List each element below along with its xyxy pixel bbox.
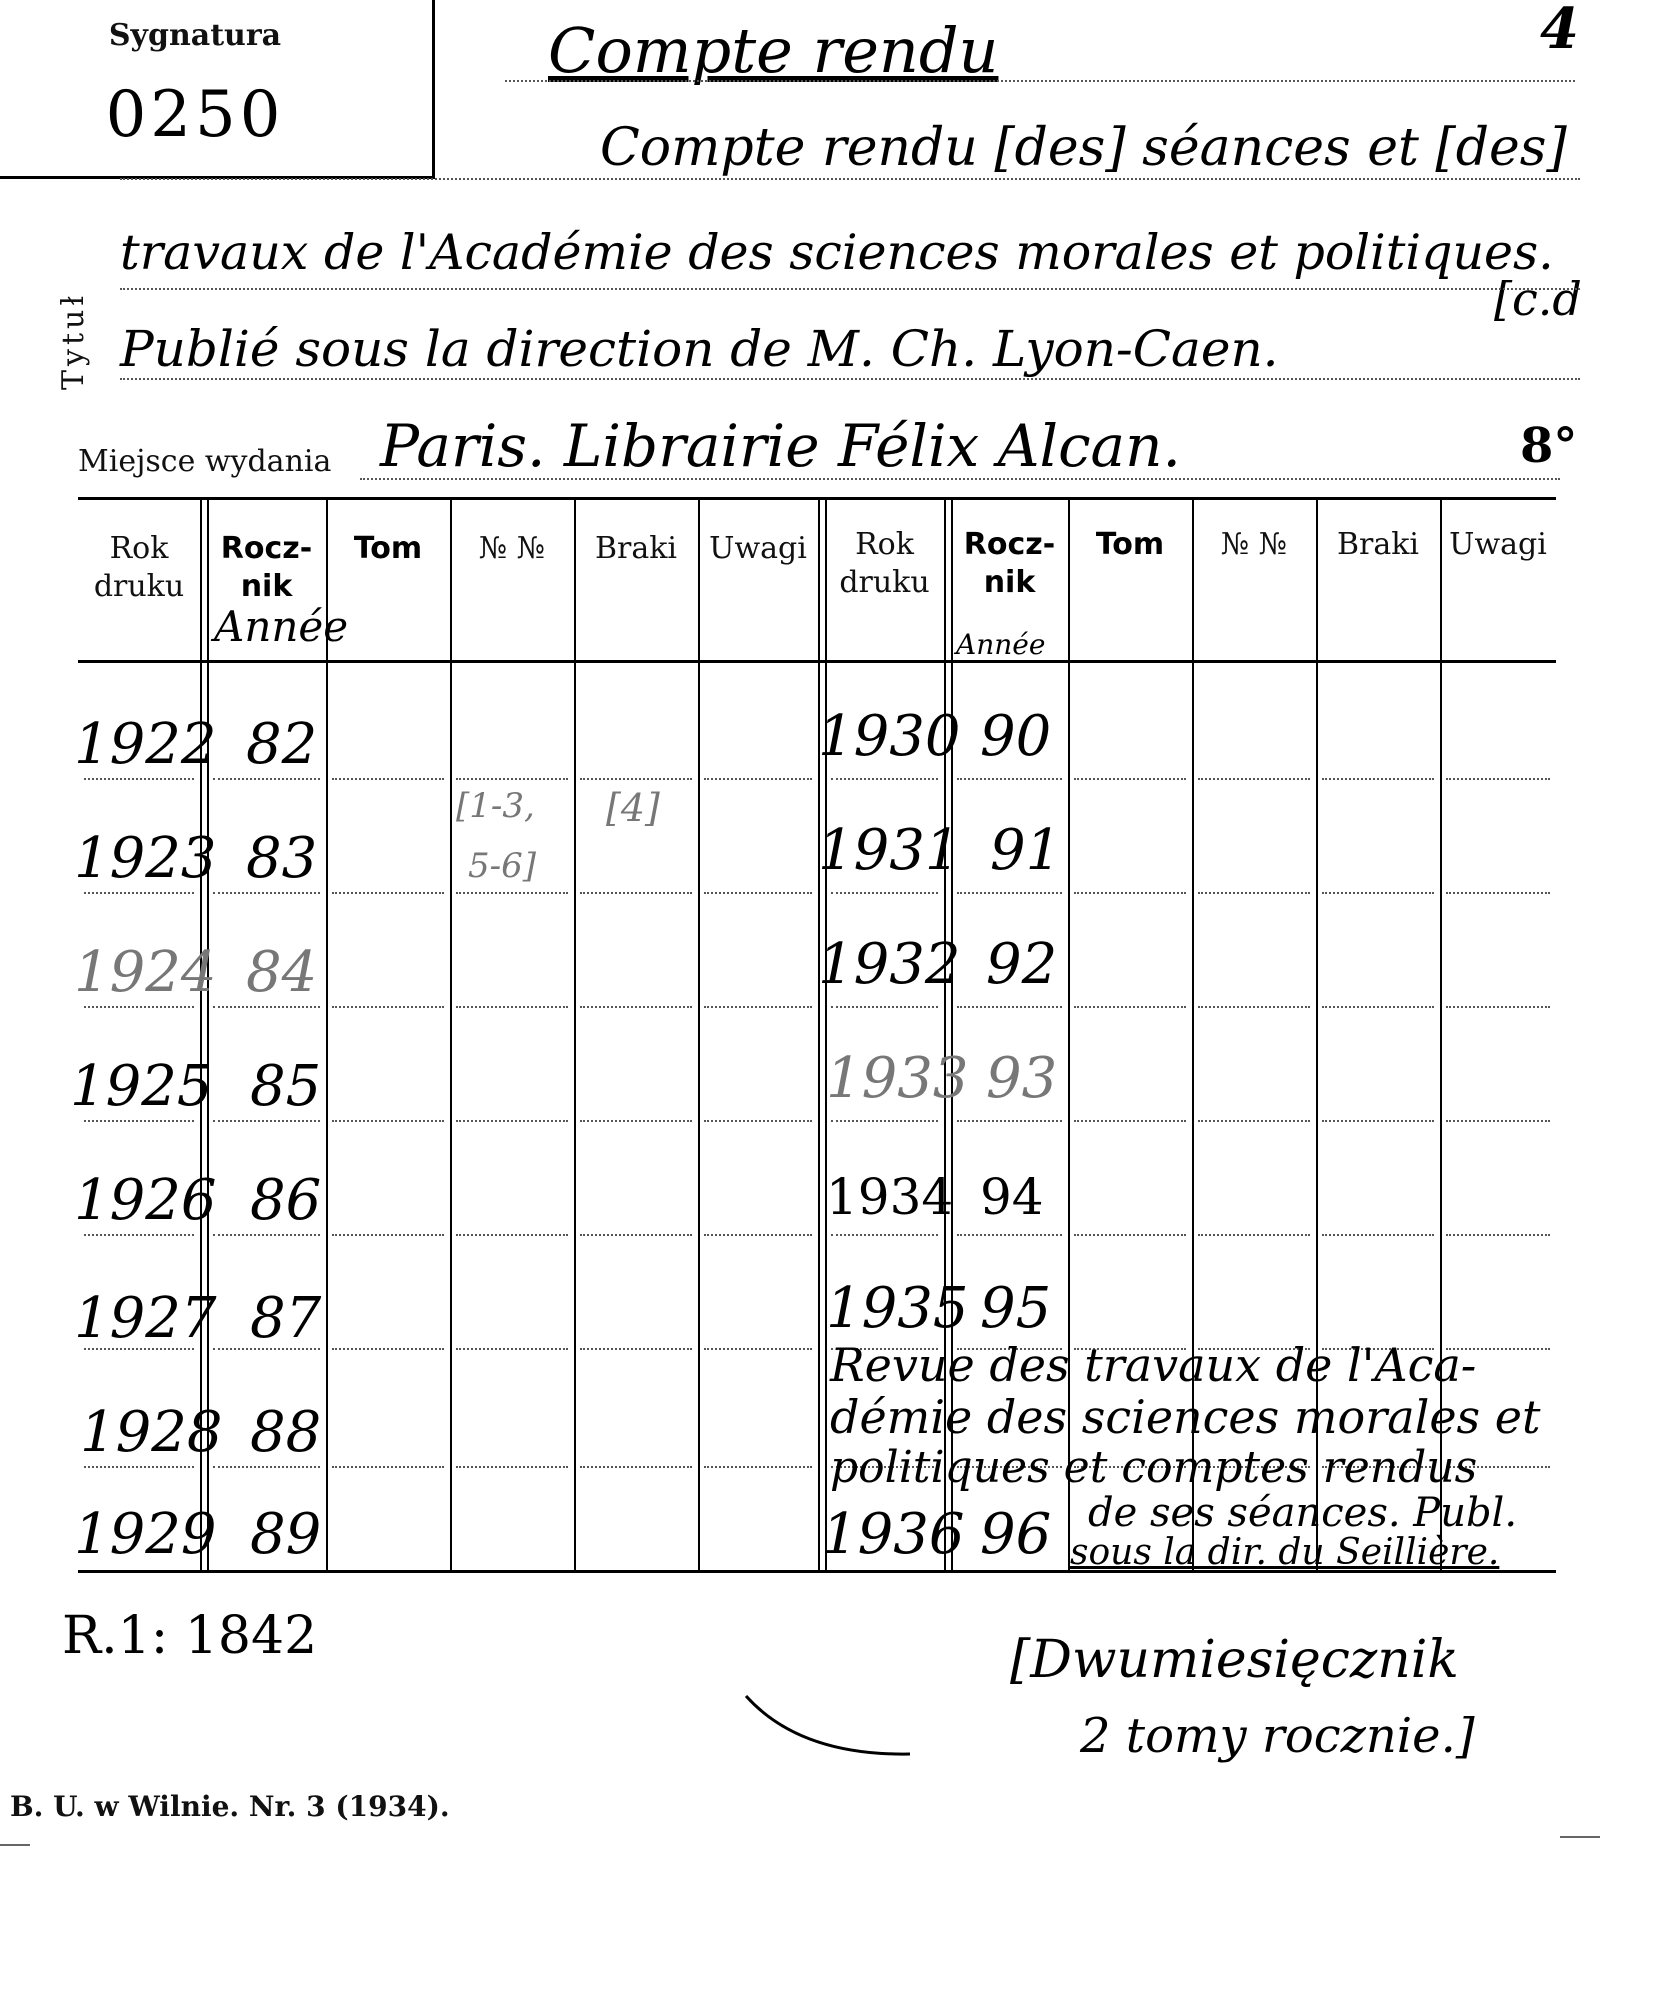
revue-note-line-1: Revue des travaux de l'Aca- (830, 1338, 1477, 1392)
title-heading: Compte rendu (548, 14, 999, 87)
right-year-2: 1931 (818, 818, 961, 883)
header-rocznik-right: Rocz- nik (963, 527, 1056, 600)
signature-label: Sygnatura (108, 18, 282, 53)
row-dotted-line (456, 1466, 568, 1468)
row-dotted-line (704, 1348, 812, 1350)
row-dotted-line (84, 1234, 194, 1236)
right-rocznik-1: 90 (980, 704, 1052, 769)
row-dotted-line (456, 1120, 568, 1122)
signature-value: 0250 (105, 78, 285, 152)
row-dotted-line (84, 1466, 194, 1468)
revue-note-line-2: démie des sciences morales et (830, 1390, 1541, 1444)
revue-note-line-3: politiques et comptes rendus (830, 1442, 1478, 1493)
row-dotted-line (831, 1006, 938, 1008)
first-volume-note: R.1: 1842 (62, 1606, 318, 1666)
row-dotted-line (957, 778, 1062, 780)
row-dotted-line (831, 892, 938, 894)
row-dotted-line (704, 778, 812, 780)
left-rocznik-1: 82 (246, 712, 318, 777)
place-label: Miejsce wydania (78, 444, 332, 479)
left-year-6: 1927 (74, 1286, 217, 1351)
numery-note-line-1: [1-3, (456, 786, 535, 826)
frequency-line-2: 2 tomy rocznie.] (1080, 1708, 1475, 1764)
right-rocznik-7: 96 (980, 1502, 1052, 1567)
revue-note-line-4: de ses séances. Publ. (1088, 1490, 1518, 1536)
row-dotted-line (456, 1234, 568, 1236)
row-dotted-line (84, 892, 194, 894)
left-year-4: 1925 (70, 1054, 213, 1119)
row-dotted-line (332, 892, 444, 894)
header-braki-right: Braki (1336, 527, 1420, 562)
row-dotted-line (1074, 1234, 1186, 1236)
row-dotted-line (1198, 1006, 1310, 1008)
title-line-1: Compte rendu [des] séances et [des] (600, 118, 1567, 178)
row-dotted-line (580, 1120, 692, 1122)
header-tom-left: Tom (353, 531, 423, 566)
row-dotted-line (213, 1006, 320, 1008)
row-dotted-line (704, 1120, 812, 1122)
right-year-4: 1933 (826, 1046, 969, 1111)
row-dotted-line (332, 1348, 444, 1350)
row-dotted-line (213, 1466, 320, 1468)
frequency-line-1: [Dwumiesięcznik (1010, 1630, 1459, 1690)
right-year-5: 1934 (826, 1168, 954, 1226)
row-dotted-line (213, 1234, 320, 1236)
row-dotted-line (1446, 1120, 1550, 1122)
row-dotted-line (1198, 892, 1310, 894)
row-dotted-line (332, 778, 444, 780)
right-rocznik-3: 92 (986, 932, 1058, 997)
header-numery-left: № № (478, 531, 546, 566)
braki-note: [4] (606, 786, 660, 830)
row-dotted-line (332, 1006, 444, 1008)
row-dotted-line (580, 1466, 692, 1468)
corner-mark: 4 (1540, 0, 1579, 62)
row-dotted-line (332, 1466, 444, 1468)
row-dotted-line (456, 1348, 568, 1350)
left-rocznik-3: 84 (246, 940, 318, 1005)
row-dotted-line (1198, 1120, 1310, 1122)
row-dotted-line (84, 1006, 194, 1008)
row-dotted-line (580, 1234, 692, 1236)
row-dotted-line (831, 778, 938, 780)
left-rocznik-7: 88 (250, 1400, 322, 1465)
header-tom-right: Tom (1095, 527, 1165, 562)
row-dotted-line (957, 1006, 1062, 1008)
row-dotted-line (213, 892, 320, 894)
left-year-2: 1923 (74, 826, 217, 891)
row-dotted-line (1074, 778, 1186, 780)
left-rocznik-4: 85 (250, 1054, 322, 1119)
right-year-3: 1932 (818, 932, 961, 997)
row-dotted-line (704, 1466, 812, 1468)
row-dotted-line (1198, 1234, 1310, 1236)
right-year-1: 1930 (818, 704, 961, 769)
right-rocznik-4: 93 (986, 1046, 1058, 1111)
row-dotted-line (213, 1120, 320, 1122)
footer-imprint: B. U. w Wilnie. Nr. 3 (1934). (10, 1790, 450, 1823)
row-dotted-line (84, 778, 194, 780)
row-dotted-line (1322, 1006, 1434, 1008)
format-value: 8° (1520, 418, 1578, 474)
row-dotted-line (831, 1234, 938, 1236)
row-dotted-line (704, 1234, 812, 1236)
row-dotted-line (580, 1348, 692, 1350)
header-uwagi-right: Uwagi (1449, 527, 1547, 562)
row-dotted-line (1322, 892, 1434, 894)
left-rocznik-5: 86 (250, 1168, 322, 1233)
title-side-label: Tytuł (56, 291, 91, 390)
left-year-1: 1922 (74, 712, 217, 777)
row-dotted-line (704, 1006, 812, 1008)
left-year-5: 1926 (74, 1168, 217, 1233)
title-line-2: travaux de l'Académie des sciences morales et politiques. (120, 224, 1554, 281)
row-dotted-line (456, 1006, 568, 1008)
right-rocznik-6: 95 (980, 1276, 1052, 1341)
row-dotted-line (580, 892, 692, 894)
row-dotted-line (1198, 778, 1310, 780)
header-uwagi-left: Uwagi (709, 531, 807, 566)
right-year-6: 1935 (826, 1276, 969, 1341)
title-line-2-note: [c.d (1494, 272, 1582, 326)
row-dotted-line (831, 1120, 938, 1122)
right-year-7: 1936 (822, 1502, 965, 1567)
row-dotted-line (580, 1006, 692, 1008)
row-dotted-line (456, 892, 568, 894)
place-value: Paris. Librairie Félix Alcan. (380, 412, 1181, 480)
row-dotted-line (957, 1120, 1062, 1122)
row-dotted-line (213, 778, 320, 780)
title-line-3: Publié sous la direction de M. Ch. Lyon-Caen. (120, 320, 1279, 378)
curve-mark (740, 1686, 920, 1776)
header-rok-druku-right: Rok druku (839, 527, 930, 600)
header-rocznik-left: Rocz- nik (220, 531, 313, 604)
footer-rule-left (0, 1844, 30, 1846)
row-dotted-line (1074, 892, 1186, 894)
left-rocznik-6: 87 (250, 1286, 322, 1351)
left-rocznik-2: 83 (246, 826, 318, 891)
right-rocznik-5: 94 (980, 1168, 1044, 1226)
row-dotted-line (957, 892, 1062, 894)
row-dotted-line (704, 892, 812, 894)
left-year-7: 1928 (80, 1400, 223, 1465)
header-rok-druku-left: Rok druku (93, 531, 185, 604)
header-numery-right: № № (1220, 527, 1288, 562)
row-dotted-line (84, 1120, 194, 1122)
row-dotted-line (957, 1234, 1062, 1236)
row-dotted-line (332, 1234, 444, 1236)
numery-note-line-2: 5-6] (468, 846, 537, 886)
row-dotted-line (1322, 778, 1434, 780)
row-dotted-line (456, 778, 568, 780)
row-dotted-line (1322, 1234, 1434, 1236)
row-dotted-line (332, 1120, 444, 1122)
revue-note-line-5: sous la dir. du Seillière. (1070, 1532, 1500, 1573)
header-braki-left: Braki (594, 531, 678, 566)
left-rocznik-8: 89 (250, 1502, 322, 1567)
row-dotted-line (1446, 892, 1550, 894)
header-annee-right: Année (956, 628, 1046, 661)
row-dotted-line (580, 778, 692, 780)
row-dotted-line (1074, 1006, 1186, 1008)
row-dotted-line (1446, 1006, 1550, 1008)
left-year-3: 1924 (74, 940, 217, 1005)
footer-rule-right (1560, 1836, 1600, 1838)
left-year-8: 1929 (74, 1502, 217, 1567)
row-dotted-line (1446, 1234, 1550, 1236)
row-dotted-line (1446, 778, 1550, 780)
row-dotted-line (1322, 1120, 1434, 1122)
header-annee-left: Année (214, 602, 349, 651)
row-dotted-line (1074, 1120, 1186, 1122)
right-rocznik-2: 91 (990, 818, 1062, 883)
